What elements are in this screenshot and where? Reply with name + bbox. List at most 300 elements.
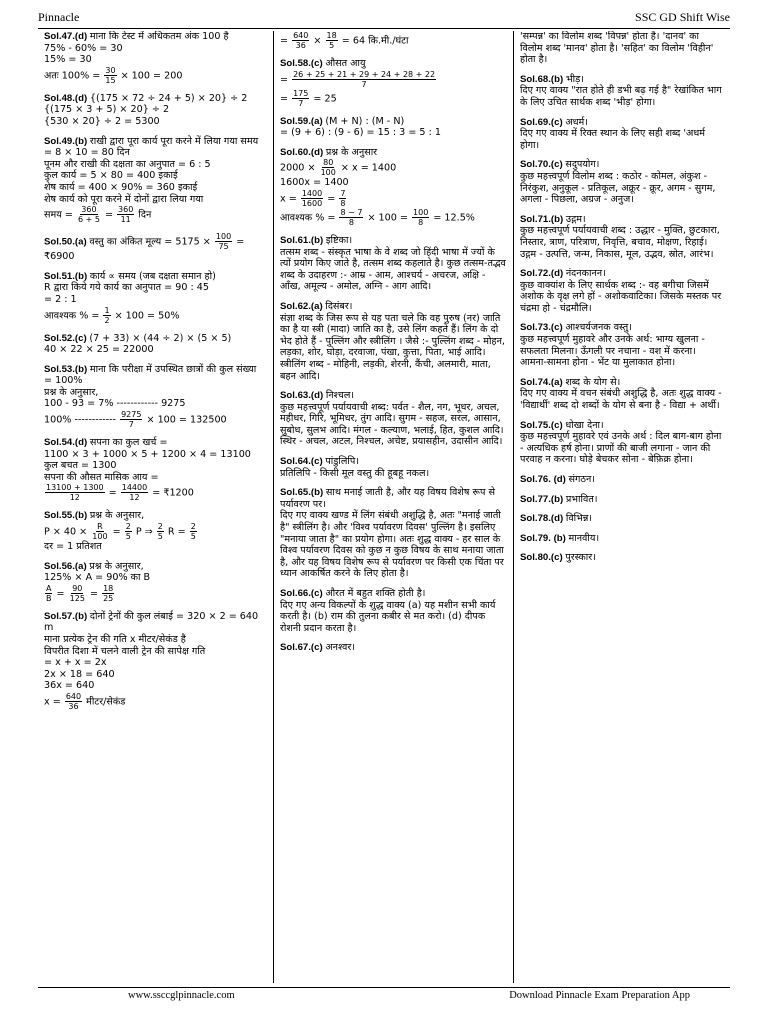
- solution-heading: Sol.78.(d): [520, 513, 566, 525]
- solution-line: [44, 387, 267, 399]
- fraction: [120, 410, 142, 429]
- text-run: औरत में बहुत शक्ति होती है।: [325, 588, 426, 599]
- text-run: माना प्रत्येक ट्रेन की गति x मीटर/सेकंड है: [44, 634, 186, 645]
- fraction: [91, 522, 108, 541]
- solution-line: [280, 600, 507, 635]
- text-run: अधर्म।: [565, 116, 588, 128]
- text-run: =: [280, 74, 292, 86]
- text-run: कुछ महत्त्वपूर्ण मुहावरे और उनके अर्थ: भाग्य खुलना - सफलता मिलना। ऊँगली पर नचाना - वश में करना। आमना-सामना होना - भेंट या मुलाकात होना।: [520, 334, 705, 369]
- header-rule: [38, 28, 730, 29]
- text-run: ×: [310, 35, 325, 47]
- solution-block: [520, 31, 722, 66]
- fraction: [102, 584, 114, 603]
- text-run: = x + x = 2x: [44, 657, 107, 669]
- text-run: x =: [280, 193, 300, 205]
- text-run: आवश्यक % =: [44, 310, 103, 321]
- solution-line: [44, 271, 267, 283]
- solution-heading: Sol.70.(c): [520, 159, 566, 171]
- solution-line: [44, 561, 267, 573]
- fraction: [292, 31, 309, 50]
- text-run: 36x = 640: [44, 680, 95, 692]
- fraction-denominator: 8: [348, 217, 354, 227]
- text-run: अतः 100% =: [44, 70, 104, 82]
- text-run: {(175 × 72 ÷ 24 + 5) × 20} ÷ 2: [89, 92, 248, 104]
- fraction: [65, 692, 82, 711]
- solution-line: [520, 552, 722, 564]
- solution-block: [280, 58, 507, 108]
- solution-line: [280, 642, 507, 654]
- fraction: [292, 70, 436, 89]
- text-run: दिसंबर।: [325, 300, 353, 312]
- fraction-denominator: 25: [103, 593, 114, 603]
- solution-line: [44, 460, 267, 472]
- fraction: [301, 189, 323, 208]
- fraction-numerator: 9275: [121, 410, 142, 420]
- solution-block: [44, 31, 267, 85]
- solution-block: [280, 456, 507, 479]
- solution-line: [520, 280, 722, 315]
- fraction: [45, 584, 53, 603]
- fraction-denominator: 7: [298, 98, 304, 108]
- solution-line: [520, 474, 722, 486]
- fraction-numerator: 18: [326, 31, 337, 40]
- fraction-numerator: 26 + 25 + 21 + 29 + 24 + 28 + 22: [293, 69, 436, 79]
- solution-line: [520, 431, 722, 466]
- solution-line: [280, 247, 507, 293]
- text-run: कुल बचत = 1300: [44, 460, 117, 472]
- solution-block: [520, 159, 722, 205]
- text-run: प्रभावित।: [565, 493, 598, 505]
- solution-block: [520, 420, 722, 466]
- fraction-denominator: 12: [129, 493, 140, 503]
- fraction-numerator: 1400: [301, 188, 323, 198]
- solution-line: [520, 117, 722, 129]
- solution-heading: Sol.62.(a): [280, 300, 326, 312]
- text-run: कुछ महत्त्वपूर्ण पर्यायवाची शब्द: पर्वत - शैल, नग, भूधर, अचल, महीधर, गिरि, भूमिधर, तुंग आदि। सुगम - सहज, सरल, आसान, सुबोध, सुलभ आदि। मंगल - कल्याण, भलाई, हित, कुशल आदि। स्थिर - अचल, अटल, निश्चल, अचेष्ट, प्रयासहीन, उदासीन आदि।: [280, 401, 504, 448]
- fraction-denominator: 75: [218, 242, 229, 252]
- solution-line: [280, 158, 507, 177]
- text-run: = ₹1200: [149, 487, 194, 499]
- solution-line: [520, 420, 722, 432]
- text-run: =: [105, 487, 120, 499]
- text-run: मानवीय।: [568, 532, 600, 544]
- solution-heading: Sol.69.(c): [520, 116, 566, 128]
- solution-block: [520, 268, 722, 314]
- text-run: कुछ महत्त्वपूर्ण मुहावरे एवं उनके अर्थ : दिल बाग-बाग होना - अत्यधिक हर्ष होना। प्राणों की बाजी लगाना - जान की परवाह न करना। घोड़े बेचकर सोना - बेफ़िक्र होना।: [520, 431, 722, 466]
- fraction: [320, 158, 337, 177]
- solution-heading: Sol.60.(d): [280, 146, 326, 158]
- solution-line: [44, 31, 267, 43]
- fraction: [104, 66, 116, 85]
- text-run: विपरीत दिशा में चलने वाली ट्रेन की सापेक्ष गति: [44, 645, 206, 657]
- fraction: [292, 89, 309, 108]
- solution-block: [520, 117, 722, 152]
- solution-line: [44, 170, 267, 182]
- solution-line: [44, 136, 267, 159]
- fraction-denominator: 12: [69, 493, 80, 503]
- solution-block: [280, 31, 507, 50]
- text-run: माना कि टेस्ट में अधिकतम अंक 100 है: [89, 31, 229, 42]
- fraction-numerator: 2: [125, 522, 131, 532]
- solution-line: [44, 669, 267, 681]
- text-run: कार्य ∝ समय (जब दक्षता समान हो): [89, 270, 216, 282]
- solution-heading: Sol.56.(a): [44, 560, 90, 572]
- fraction: [339, 208, 363, 227]
- text-run: =: [280, 35, 292, 47]
- fraction-denominator: 1600: [301, 198, 323, 208]
- fraction: [121, 483, 148, 502]
- solution-block: [280, 487, 507, 580]
- solution-block: [44, 93, 267, 128]
- text-run: संज्ञा शब्द के जिस रूप से यह पता चले कि वह पुरुष (नर) जाति का है या स्त्री (मादा) जाति का है, उसे लिंग कहते हैं। लिंग के दो भेद होते हैं - पुल्लिंग और स्त्रीलिंग । जैसे :- पुल्लिंग शब्द - मोहन, लड़का, शोर, घोड़ा, दरवाजा, पंखा, कुत्ता, पिता, भाई आदि। स्त्रीलिंग शब्द - मोहिनी, लड़की, शेरनी, कैंची, अलमारी, माता, बहन आदि।: [280, 312, 505, 382]
- solution-block: [280, 116, 507, 139]
- solution-line: [280, 31, 507, 50]
- text-run: R =: [164, 526, 189, 538]
- text-run: वस्तु का अंकित मूल्य = 5175 ×: [89, 236, 214, 248]
- fraction-denominator: 5: [125, 532, 131, 542]
- solution-line: [44, 43, 267, 55]
- solution-line: [44, 104, 267, 116]
- fraction: [69, 584, 86, 603]
- text-run: शब्द के योग से।: [565, 376, 621, 388]
- text-run: विभिन्न।: [565, 513, 592, 525]
- text-run: दिन: [135, 209, 152, 221]
- solution-line: [44, 93, 267, 105]
- solution-line: [280, 208, 507, 227]
- text-run: R द्वारा किये गये कार्य का अनुपात = 90 : 45: [44, 282, 209, 294]
- solution-line: [44, 634, 267, 646]
- solution-block: [520, 74, 722, 109]
- text-run: आवश्यक % =: [280, 212, 339, 224]
- text-run: मीटर/सेकंड: [83, 696, 126, 708]
- solution-line: [520, 159, 722, 171]
- text-run: कुल कार्य = 5 × 80 = 400 इकाई: [44, 170, 178, 182]
- footer-rule: [38, 987, 730, 988]
- text-run: दिए गए वाक्य "रात होते ही डभी बढ़ गई है" रेखांकित भाग के लिए उचित सार्थक शब्द 'भीड़' होगा।: [520, 85, 722, 108]
- solution-line: [44, 282, 267, 294]
- fraction-numerator: 1: [104, 305, 110, 315]
- solution-block: [44, 611, 267, 711]
- solution-block: [520, 214, 722, 260]
- text-run: पुरस्कार।: [565, 552, 596, 564]
- solution-block: [44, 333, 267, 356]
- solution-line: [280, 402, 507, 448]
- fraction-denominator: 125: [69, 593, 85, 603]
- text-run: 2000 ×: [280, 162, 319, 174]
- solution-line: [44, 333, 267, 345]
- fraction-denominator: 11: [120, 215, 131, 225]
- solution-block: [44, 437, 267, 502]
- text-run: =: [86, 588, 102, 600]
- text-run: 100% ------------: [44, 414, 120, 426]
- header-title: SSC GD Shift Wise: [635, 10, 730, 24]
- text-run: सपना की औसत मासिक आय =: [44, 471, 159, 483]
- fraction-numerator: 360: [118, 205, 134, 215]
- text-run: = 2 : 1: [44, 293, 77, 305]
- text-run: समय =: [44, 209, 76, 221]
- fraction-numerator: 30: [105, 65, 116, 75]
- fraction-denominator: 2: [104, 315, 110, 325]
- solution-heading: Sol.77.(b): [520, 493, 566, 505]
- solution-line: [520, 377, 722, 389]
- text-run: साथ मनाई जाती है, और यह विषय विशेष रूप से पर्यावरण पर।: [280, 487, 495, 510]
- fraction-numerator: 640: [293, 31, 309, 40]
- fraction-denominator: B: [46, 593, 52, 603]
- solution-heading: Sol.63.(d): [280, 390, 326, 402]
- solution-line: [44, 398, 267, 410]
- solution-line: [520, 388, 722, 411]
- fraction: [157, 522, 164, 541]
- solution-line: [44, 572, 267, 584]
- solution-heading: Sol.68.(b): [520, 73, 566, 85]
- solution-block: [280, 301, 507, 382]
- solution-heading: Sol.51.(b): [44, 270, 90, 282]
- header-brand: Pinnacle: [38, 10, 80, 24]
- text-run: संगठन।: [568, 474, 595, 485]
- solution-line: [44, 510, 267, 522]
- solution-heading: Sol.58.(c): [280, 58, 326, 69]
- solution-line: [280, 177, 507, 189]
- solution-line: [44, 680, 267, 692]
- text-run: 75% - 60% = 30: [44, 42, 123, 54]
- fraction-numerator: 90: [72, 583, 83, 593]
- solution-block: [520, 494, 722, 506]
- text-run: = 25: [310, 93, 337, 105]
- fraction-numerator: 18: [103, 583, 114, 593]
- text-run: दोनों ट्रेनों की कुल लंबाई = 320 × 2 = 640 m: [44, 610, 259, 634]
- solution-line: [44, 159, 267, 171]
- text-run: =: [324, 193, 339, 205]
- text-run: शेष कार्य = 400 × 90% = 360 इकाई: [44, 181, 198, 193]
- text-run: =: [101, 209, 117, 221]
- solution-line: [280, 468, 507, 480]
- solution-line: [280, 127, 507, 139]
- text-run: × 100 = 200: [117, 70, 183, 82]
- solution-line: [44, 116, 267, 128]
- text-run: (7 + 33) × (44 ÷ 2) × (5 × 5): [89, 332, 232, 344]
- solution-block: [520, 552, 722, 564]
- fraction-denominator: 15: [105, 75, 116, 85]
- text-run: आश्चर्यजनक वस्तु।: [565, 322, 632, 334]
- solution-heading: Sol.65.(b): [280, 487, 326, 499]
- fraction: [45, 483, 105, 502]
- solution-line: [280, 235, 507, 247]
- solution-line: [280, 189, 507, 208]
- text-run: P ⇒: [132, 526, 156, 538]
- fraction-numerator: 360: [81, 205, 97, 215]
- text-run: प्रतिलिपि - किसी मूल वस्तु की हूबहू नकल।: [280, 467, 430, 479]
- solution-block: [280, 588, 507, 634]
- solution-heading: Sol.79. (b): [520, 532, 569, 544]
- solution-heading: Sol.64.(c): [280, 456, 326, 468]
- solution-line: [280, 487, 507, 510]
- fraction-numerator: 8 − 7: [340, 207, 363, 217]
- solution-line: [280, 301, 507, 313]
- solution-line: [280, 70, 507, 89]
- solution-block: [520, 533, 722, 545]
- solution-line: [44, 584, 267, 603]
- fraction-numerator: A: [46, 583, 52, 593]
- text-run: प्रश्न के अनुसार: [325, 146, 378, 158]
- page-header: [38, 8, 730, 28]
- solution-line: [44, 410, 267, 429]
- text-run: {530 × 20} ÷ 2 = 5300: [44, 115, 160, 127]
- solution-line: [520, 85, 722, 108]
- solution-heading: Sol.48.(d): [44, 92, 90, 104]
- text-run: कुछ वाक्यांश के लिए सार्थक शब्द :- वह बगीचा जिसमें अशोक के वृक्ष लगे हों - अशोकवाटिका। जिसके मस्तक पर चंद्रमा हो - चंद्रमौलि।: [520, 279, 722, 314]
- text-run: धोखा देना।: [565, 419, 604, 431]
- solution-line: [44, 232, 267, 263]
- solution-heading: Sol.59.(a): [280, 115, 326, 127]
- solution-line: [44, 646, 267, 658]
- solution-heading: Sol.57.(b): [44, 610, 90, 622]
- solution-line: [44, 294, 267, 306]
- solution-heading: Sol.61.(b): [280, 234, 326, 246]
- fraction-denominator: 5: [329, 41, 335, 50]
- fraction: [77, 205, 101, 224]
- solution-line: [44, 194, 267, 206]
- solution-line: [280, 147, 507, 159]
- fraction: [326, 31, 338, 50]
- solution-line: [280, 588, 507, 600]
- solution-line: [44, 437, 267, 449]
- fraction-denominator: 36: [295, 41, 306, 50]
- fraction-denominator: 5: [157, 532, 163, 542]
- text-run: 'सम्पन्न' का विलोम शब्द 'विपन्न' होता है। 'दानव' का विलोम शब्द 'मानव' होता है। 'सहित' का विलोम 'विहीन' होता है।: [520, 31, 714, 66]
- column-middle: [274, 31, 514, 983]
- solution-line: [520, 31, 722, 66]
- solution-block: [44, 232, 267, 263]
- fraction: [215, 232, 232, 251]
- fraction-denominator: 7: [361, 79, 367, 89]
- solution-line: [44, 205, 267, 224]
- solution-line: [44, 344, 267, 356]
- solution-block: [280, 147, 507, 227]
- fraction: [339, 189, 346, 208]
- solution-line: [44, 182, 267, 194]
- solution-line: [280, 456, 507, 468]
- text-run: =: [53, 588, 68, 600]
- solution-block: [44, 510, 267, 552]
- fraction-numerator: 100: [413, 207, 429, 217]
- text-run: औसत आयु: [325, 58, 366, 69]
- solution-line: [280, 116, 507, 128]
- text-run: पूनम और राखी की दक्षता का अनुपात = 6 : 5: [44, 158, 211, 170]
- text-run: = ₹6900: [44, 236, 245, 263]
- solution-line: [44, 66, 267, 85]
- text-run: 100 - 93 = 7% ------------ 9275: [44, 398, 186, 410]
- fraction-denominator: 100: [320, 168, 336, 178]
- fraction-denominator: 6 + 5: [77, 215, 100, 225]
- solution-line: [280, 313, 507, 383]
- solution-heading: Sol.74.(a): [520, 376, 566, 388]
- solution-line: [280, 58, 507, 70]
- text-run: निश्चल।: [325, 390, 354, 402]
- fraction-denominator: 5: [190, 532, 196, 542]
- solution-line: [44, 54, 267, 66]
- text-run: =: [109, 526, 124, 538]
- solution-block: [44, 136, 267, 225]
- fraction: [103, 306, 110, 325]
- text-run: सदुपयोग।: [565, 159, 600, 171]
- solution-heading: Sol.49.(b): [44, 135, 90, 147]
- solution-line: [520, 494, 722, 506]
- text-run: × x = 1400: [337, 162, 397, 174]
- solution-heading: Sol.80.(c): [520, 552, 566, 564]
- text-run: = 64 कि.मी./घंटा: [338, 35, 409, 47]
- text-run: तत्सम शब्द - संस्कृत भाषा के वे शब्द जो हिंदी भाषा में ज्यों के त्यों प्रयोग किए जाते है, तत्सम शब्द कहलाते है। कुछ तत्सम-तद्भव शब्द के उदाहरण :- आम्र - आम, आश्चर्य - अचरज, अक्षि - आँख, अमूल्य - अमोल, अग्नि - आग आदि।: [280, 246, 506, 293]
- text-run: प्रश्न के अनुसार,: [89, 510, 145, 522]
- solution-line: [44, 364, 267, 387]
- text-run: x =: [44, 696, 64, 708]
- solution-line: [44, 483, 267, 502]
- text-run: × 100 = 50%: [111, 310, 180, 321]
- solution-block: [44, 271, 267, 325]
- fraction-numerator: 175: [293, 88, 309, 98]
- solution-line: [520, 513, 722, 525]
- solution-heading: Sol.73.(c): [520, 322, 566, 334]
- text-run: 1100 × 3 + 1000 × 5 + 1200 × 4 = 13100: [44, 448, 251, 460]
- fraction: [125, 522, 132, 541]
- solution-line: [520, 533, 722, 545]
- solution-line: [520, 268, 722, 280]
- text-run: (M + N) : (M - N): [325, 115, 405, 127]
- solution-block: [280, 390, 507, 448]
- text-run: प्रश्न के अनुसार,: [89, 560, 144, 572]
- solution-block: [280, 642, 507, 654]
- column-left: [38, 31, 274, 983]
- solution-line: [44, 306, 267, 325]
- solution-line: [44, 449, 267, 461]
- solution-block: [280, 235, 507, 293]
- solution-line: [280, 89, 507, 108]
- solution-block: [44, 561, 267, 603]
- fraction-numerator: 13100 + 1300: [46, 483, 104, 493]
- text-run: राखी द्वारा पूरा कार्य पूरा करने में लिया गया समय = 8 × 10 = 80 दिन: [44, 135, 259, 159]
- text-run: =: [280, 93, 292, 105]
- fraction-numerator: 2: [157, 522, 163, 532]
- text-run: इष्टिका।: [325, 234, 353, 246]
- footer-app-promo: Download Pinnacle Exam Preparation App: [509, 990, 690, 1001]
- fraction-numerator: 80: [323, 158, 334, 168]
- fraction-denominator: 100: [92, 532, 108, 542]
- text-run: शेष कार्य को पूरा करने में दोनों द्वारा लिया गया: [44, 193, 204, 205]
- solution-line: [44, 541, 267, 553]
- column-right: [514, 31, 728, 983]
- fraction-denominator: 36: [68, 701, 79, 711]
- text-run: पांडुलिपि।: [325, 456, 359, 468]
- solution-heading: Sol.71.(b): [520, 213, 566, 225]
- solution-heading: Sol.53.(b): [44, 363, 90, 375]
- solution-line: [44, 692, 267, 711]
- text-run: 1600x = 1400: [280, 177, 349, 189]
- solution-line: [520, 322, 722, 334]
- footer-website: www.ssccglpinnacle.com: [128, 990, 235, 1001]
- solution-block: [520, 377, 722, 412]
- solution-heading: Sol.52.(c): [44, 332, 90, 344]
- solution-line: [520, 74, 722, 86]
- fraction-numerator: 2: [190, 522, 196, 532]
- text-run: 125% × A = 90% का B: [44, 572, 151, 584]
- fraction-numerator: R: [97, 522, 103, 532]
- text-run: दिए गए वाक्य में वचन संबंधी अशुद्धि है, अतः शुद्ध वाक्य - 'विद्यार्थी' शब्द दो शब्दों के योग से बना है - विद्या + अर्थी।: [520, 388, 722, 412]
- solution-block: [520, 322, 722, 368]
- text-run: दिए गए अन्य विकल्पों के शुद्ध वाक्य (a) यह मशीन सभी कार्य करती है। (b) राम की तुलना कबीर से मत करो। (d) दीपक रोशनी प्रदान करता है।: [280, 599, 496, 634]
- text-run: कुछ महत्त्वपूर्ण पर्यायवाची शब्द : उद्धार - मुक्ति, छुटकारा, निस्तार, त्राण, परित्राण, निवृत्ति, बचाव, मोक्षण, रिहाई। उद्गम - उत्पत्ति, जन्म, निकास, मूल, उद्भव, स्रोत, आरंभ।: [520, 225, 720, 260]
- text-run: प्रश्न के अनुसार,: [44, 386, 99, 398]
- solution-line: [44, 657, 267, 669]
- solution-heading: Sol.55.(b): [44, 510, 90, 522]
